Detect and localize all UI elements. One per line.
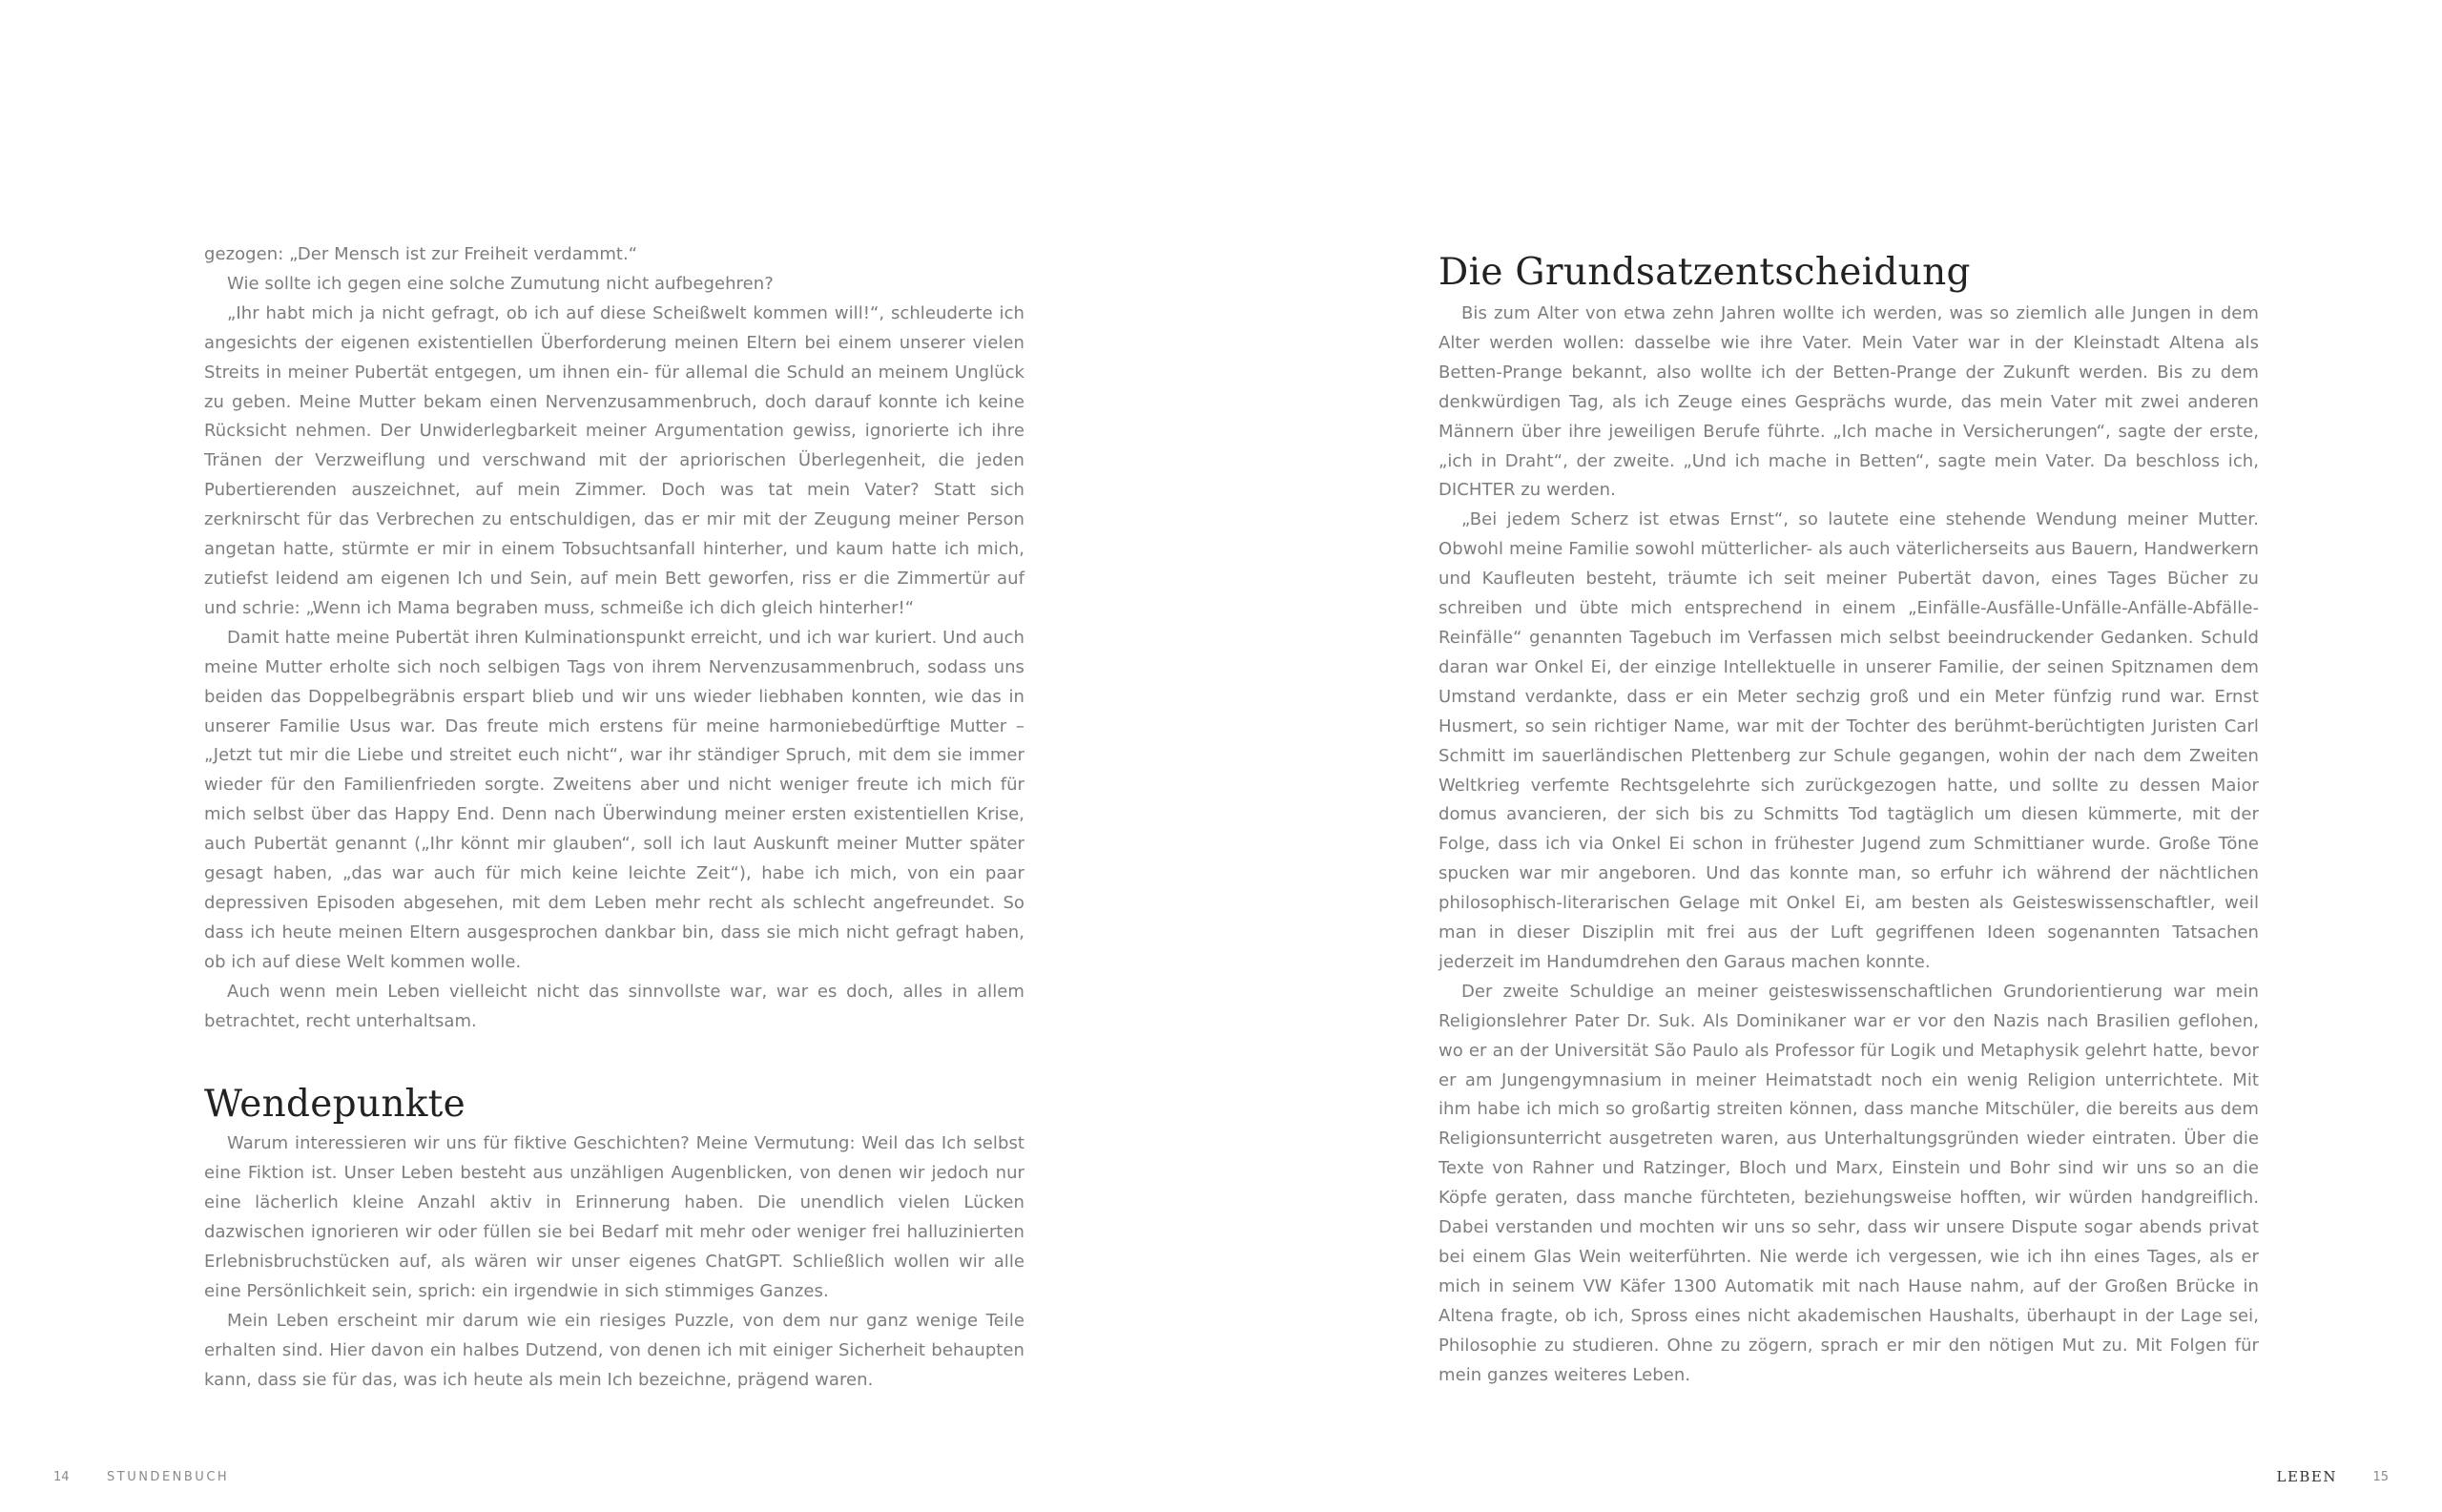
body-paragraph: Auch wenn mein Leben vielleicht nicht das sinnvollste war, war es doch, alles in allem betrachtet, recht unterhaltsam. [204, 981, 1024, 1031]
body-paragraph: Mein Leben erscheint mir darum wie ein riesiges Puzzle, von dem nur ganz wenige Teile erhalten sind. Hier davon ein halbes Dutzend, von denen ich mit einiger Sicherheit behaupten kann, dass sie für das, was ich heute als mein Ich bezeichne, prägend waren. [204, 1310, 1024, 1390]
right-page [1221, 0, 2442, 1512]
body-paragraph: „Bei jedem Scherz ist etwas Ernst“, so lautete eine stehende Wendung meiner Mutter. Obwohl meine Familie sowohl mütterlicher- als auch väterlicherseits aus Bauern, Handwerkern und Kaufleuten besteht, träumte ich seit meiner Pubertät davon, eines Tages Bücher zu schreiben und übte mich entsprechend in einem „Einfälle-Ausfälle-Unfälle-Anfälle-Abfälle-Reinfälle“ genannten Tagebuch im Verfassen mich selbst beeindruckender Gedanken. Schuld daran war Onkel Ei, der einzige Intellektuelle in unserer Familie, der seinen Spitznamen dem Umstand verdankte, dass er ein Meter sechzig groß und ein Meter fünfzig rund war. Ernst Husmert, so sein richtiger Name, war mit der Tochter des berühmt-berüchtigten Juristen Carl Schmitt im sauerländischen Plettenberg zur Schule gegangen, wohin der nach dem Zweiten Weltkrieg verfemte Rechtsgelehrte sich zurückgezogen hatte, und sollte zu dessen Maior domus avancieren, der sich bis zu Schmitts Tod tagtäglich um diesen kümmerte, mit der Folge, dass ich via Onkel Ei schon in frühester Jugend zum Schmittianer wurde. Große Töne spucken war mir angeboren. Und das konnte man, so erfuhr ich während der nächtlichen philosophisch-literarischen Gelage mit Onkel Ei, am besten als Geisteswissenschaftler, weil man in dieser Disziplin mit frei aus der Luft gegriffenen Ideen sogenannten Tatsachen jederzeit im Handumdrehen den Garaus machen konnte. [1438, 509, 2259, 972]
running-title-right: LEBEN [2276, 1468, 2337, 1485]
body-paragraph: gezogen: „Der Mensch ist zur Freiheit verdammt.“ [204, 244, 638, 264]
body-paragraph: Der zweite Schuldige an meiner geisteswissenschaftlichen Grundorientierung war mein Religionslehrer Pater Dr. Suk. Als Dominikaner war er vor den Nazis nach Brasilien geflohen, wo er an der Universität São Paulo als Professor für Logik und Metaphysik gelehrt hatte, bevor er am Jungengymnasium in meiner Heimatstadt noch ein wenig Religion unterrichtete. Mit ihm habe ich mich so großartig streiten können, dass manche Mitschüler, die bereits aus dem Religionsunterricht ausgetreten waren, aus Unterhaltungsgründen wieder eintraten. Über die Texte von Rahner und Ratzinger, Bloch und Marx, Einstein und Bohr sind wir uns so an die Köpfe geraten, dass manche fürchteten, beziehungsweise hofften, wir würden handgreiflich. Dabei verstanden und mochten wir uns so sehr, dass wir unsere Dispute sogar abends privat bei einem Glas Wein weiterführten. Nie werde ich vergessen, wie ich ihn eines Tages, als er mich in seinem VW Käfer 1300 Automatik mit nach Hause nahm, auf der Großen Brücke in Altena fragte, ob ich, Spross eines nicht akademischen Haushalts, überhaupt in der Lage sei, Philosophie zu studieren. Ohne zu zögern, sprach er mir den nötigen Mut zu. Mit Folgen für mein ganzes weiteres Leben. [1438, 981, 2259, 1385]
running-title-left: STUNDENBUCH [107, 1470, 230, 1484]
right-text-column [1438, 250, 2259, 1391]
section-heading-grundsatzentscheidung: Die Grundsatzentscheidung [1438, 251, 1971, 294]
page-number-left: 14 [53, 1470, 70, 1484]
body-paragraph: Warum interessieren wir uns für fiktive Geschichten? Meine Vermutung: Weil das Ich selbst eine Fiktion ist. Unser Leben besteht aus unzähligen Augenblicken, von denen wir jedoch nur eine lächerlich kleine Anzahl aktiv in Erinnerung haben. Die unendlich vielen Lücken dazwischen ignorieren wir oder füllen sie bei Bedarf mit mehr oder weniger frei halluzinierten Erlebnisbruchstücken auf, als wären wir unser eigenes ChatGPT. Schließlich wollen wir alle eine Persönlichkeit sein, sprich: ein irgendwie in sich stimmiges Ganzes. [204, 1133, 1024, 1301]
body-paragraph: Wie sollte ich gegen eine solche Zumutung nicht aufbegehren? [227, 273, 774, 294]
body-paragraph: „Ihr habt mich ja nicht gefragt, ob ich auf diese Scheißwelt kommen will!“, schleuderte ich angesichts der eigenen existentiellen Überforderung meinen Eltern bei einem unserer vielen Streits in meiner Pubertät entgegen, um ihnen ein- für allemal die Schuld an meinem Unglück zu geben. Meine Mutter bekam einen Nervenzusammenbruch, doch darauf konnte ich keine Rücksicht nehmen. Der Unwiderlegbarkeit meiner Argumentation gewiss, ignorierte ich ihre Tränen der Verzweiflung und verschwand mit der apriorischen Überlegenheit, die jeden Pubertierenden auszeichnet, auf mein Zimmer. Doch was tat mein Vater? Statt sich zerknirscht für das Verbrechen zu entschuldigen, das er mir mit der Zeugung meiner Person angetan hatte, stürmte er mir in einem Tobsuchtsanfall hinterher, und kaum hatte ich mich, zutiefst leidend am eigenen Ich und Sein, auf mein Bett geworfen, riss er die Zimmertür auf und schrie: „Wenn ich Mama begraben muss, schmeiße ich dich gleich hinterher!“ [204, 302, 1024, 618]
page-number-right: 15 [2372, 1470, 2389, 1484]
left-text-column [204, 240, 1024, 1396]
body-paragraph: Damit hatte meine Pubertät ihren Kulminationspunkt erreicht, und ich war kuriert. Und auch meine Mutter erholte sich noch selbigen Tags von ihrem Nervenzusammenbruch, sodass uns beiden das Doppelbegräbnis erspart blieb und wir uns wieder liebhaben konnten, wie das in unserer Familie Usus war. Das freute mich erstens für meine harmoniebedürftige Mutter – „Jetzt tut mir die Liebe und streitet euch nicht“, war ihr ständiger Spruch, mit dem sie immer wieder für den Familienfrieden sorgte. Zweitens aber und nicht weniger freute ich mich für mich selbst über das Happy End. Denn nach Überwindung meiner ersten existentiellen Krise, auch Pubertät genannt („Ihr könnt mir glauben“, soll ich laut Auskunft meiner Mutter später gesagt haben, „das war auch für mich keine leichte Zeit“), habe ich mich, von ein paar depressiven Episoden abgesehen, mit dem Leben mehr recht als schlecht angefreundet. So dass ich heute meinen Eltern ausgesprochen dankbar bin, dass sie mich nicht gefragt haben, ob ich auf diese Welt kommen wolle. [204, 627, 1024, 972]
body-paragraph: Bis zum Alter von etwa zehn Jahren wollte ich werden, was so ziemlich alle Jungen in dem Alter werden wollen: dasselbe wie ihre Vater. Mein Vater war in der Kleinstadt Altena als Betten-Prange bekannt, also wollte ich der Betten-Prange der Zukunft werden. Bis zu dem denkwürdigen Tag, als ich Zeuge eines Gesprächs wurde, das mein Vater mit zwei anderen Männern über ihre jeweiligen Berufe führte. „Ich mache in Versicherungen“, sagte der erste, „ich in Draht“, der zweite. „Und ich mache in Betten“, sagte mein Vater. Da beschloss ich, DICHTER zu werden. [1438, 303, 2259, 501]
section-heading-wendepunkte: Wendepunkte [204, 1083, 466, 1127]
